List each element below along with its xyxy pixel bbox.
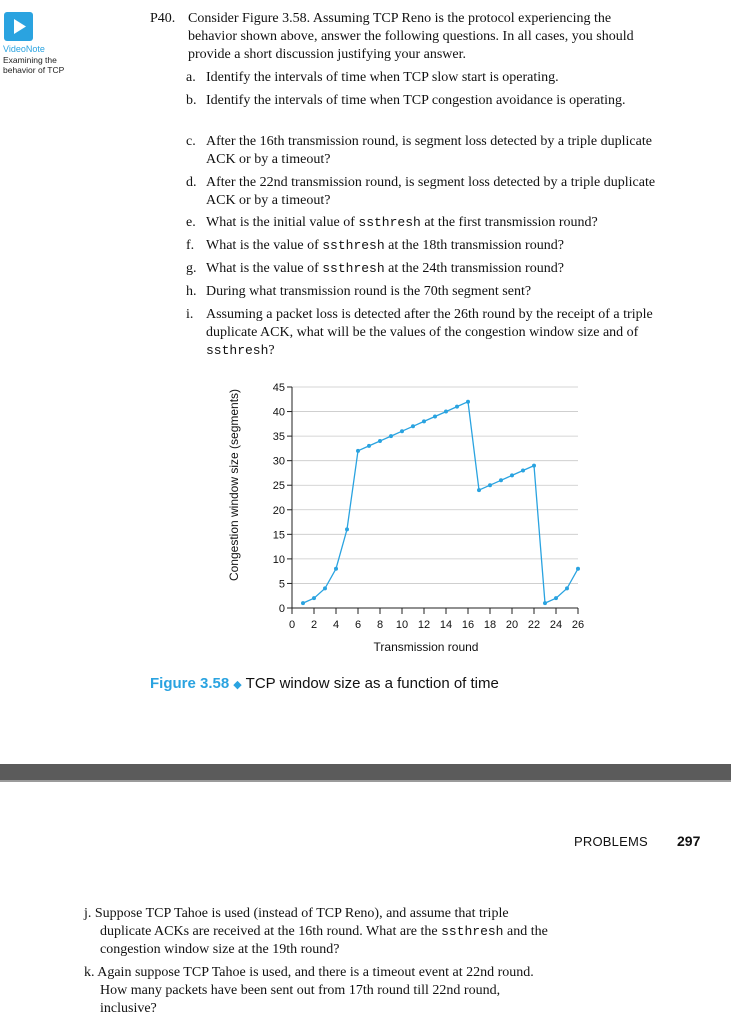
y-tick-label: 40 [272, 406, 285, 419]
question-text-post: ? [268, 343, 275, 358]
tcp-window-chart [222, 372, 602, 662]
figure-caption [150, 675, 499, 692]
ssthresh-code: ssthresh [358, 215, 421, 230]
question-label: b. [186, 93, 197, 108]
data-point [499, 478, 503, 482]
data-point [576, 567, 580, 571]
running-head: PROBLEMS [574, 834, 648, 849]
x-tick-label: 0 [288, 619, 296, 631]
question-text: After the 16th transmission round, is segment loss detected by a triple duplicate ACK or by a timeout? [206, 134, 652, 167]
question-j [84, 905, 554, 959]
x-tick-label: 10 [395, 619, 409, 631]
data-point [543, 601, 547, 605]
question-text-post: and the congestion window size at the 19th round? [100, 924, 548, 957]
question-label: a. [186, 70, 196, 85]
data-point [301, 601, 305, 605]
series-line [303, 402, 578, 603]
y-tick-label: 10 [272, 553, 285, 566]
y-tick-label: 20 [272, 504, 285, 517]
question-label: f. [186, 238, 195, 253]
page-divider [0, 764, 731, 780]
data-point [323, 586, 327, 590]
data-point [455, 405, 459, 409]
question-g [186, 260, 656, 278]
question-h [186, 283, 656, 301]
ssthresh-code: ssthresh [206, 343, 269, 358]
question-f [186, 237, 656, 255]
ssthresh-code: ssthresh [441, 924, 504, 939]
data-point [345, 527, 349, 531]
x-tick-label: 26 [571, 619, 585, 631]
question-d [186, 174, 656, 210]
question-i [186, 306, 656, 360]
x-tick-label: 24 [549, 619, 563, 631]
data-point [356, 449, 360, 453]
question-text-pre: What is the value of [206, 238, 323, 253]
question-text: After the 22nd transmission round, is segment loss detected by a triple duplicate ACK or by a timeout? [206, 175, 656, 208]
x-tick-label: 12 [417, 619, 431, 631]
y-tick-label: 15 [272, 529, 285, 542]
question-label: h. [186, 284, 197, 299]
x-tick-label: 16 [461, 619, 475, 631]
data-point [378, 439, 382, 443]
page-divider-edge [0, 780, 731, 782]
video-note-label: VideoNote [3, 44, 45, 54]
video-note-icon[interactable] [4, 12, 33, 41]
data-point [312, 596, 316, 600]
data-point [411, 424, 415, 428]
data-point [477, 488, 481, 492]
question-e [186, 214, 656, 232]
data-point [389, 434, 393, 438]
question-text-pre: j. Suppose TCP Tahoe is used (instead of TCP Reno), and assume that triple duplicate ACKs are received at the 16th round. What are the [84, 906, 509, 939]
ssthresh-code: ssthresh [322, 261, 385, 276]
ssthresh-code: ssthresh [322, 238, 385, 253]
x-tick-label: 8 [376, 619, 384, 631]
question-label: c. [186, 134, 196, 149]
y-tick-label: 25 [272, 480, 285, 493]
problem-number: P40. [150, 11, 176, 26]
x-tick-label: 20 [505, 619, 519, 631]
question-text-post: at the 24th transmission round? [384, 261, 564, 276]
data-point [466, 400, 470, 404]
y-tick-label: 35 [272, 431, 285, 444]
question-c [186, 133, 656, 169]
data-point [510, 473, 514, 477]
data-point [433, 414, 437, 418]
data-point [444, 410, 448, 414]
question-text: During what transmission round is the 70th segment sent? [206, 284, 532, 299]
question-text-pre: What is the initial value of [206, 215, 359, 230]
question-label: d. [186, 175, 197, 190]
video-note-caption: Examining the behavior of TCP [3, 55, 65, 75]
x-tick-label: 6 [354, 619, 362, 631]
figure-caption-text: TCP window size as a function of time [245, 675, 499, 692]
x-tick-label: 22 [527, 619, 541, 631]
data-point [554, 596, 558, 600]
data-point [565, 586, 569, 590]
figure-label: Figure 3.58 [150, 675, 230, 692]
play-icon [4, 12, 33, 41]
question-text-pre: Assuming a packet loss is detected after the 26th round by the receipt of a triple duplicate ACK, what will be the values of the congestion window size and of [206, 307, 653, 340]
question-label: i. [186, 307, 194, 322]
data-point [400, 429, 404, 433]
question-text-post: at the first transmission round? [420, 215, 598, 230]
y-tick-label: 30 [272, 455, 285, 468]
x-axis-label: Transmission round [373, 640, 479, 654]
question-b [186, 92, 656, 110]
data-point [334, 567, 338, 571]
question-text: Identify the intervals of time when TCP slow start is operating. [206, 70, 559, 85]
y-axis-label: Congestion window size (segments) [227, 388, 241, 582]
question-text: Identify the intervals of time when TCP congestion avoidance is operating. [206, 93, 626, 108]
y-tick-label: 45 [272, 382, 285, 394]
page-number: 297 [677, 833, 701, 849]
question-a [186, 69, 656, 87]
x-tick-label: 18 [483, 619, 497, 631]
problem-intro: Consider Figure 3.58. Assuming TCP Reno is the protocol experiencing the behavior shown above, answer the following questions. In all cases, you should provide a short discussion justifying your answer. [188, 11, 634, 62]
data-point [367, 444, 371, 448]
y-tick-label: 5 [278, 578, 285, 591]
x-tick-label: 14 [439, 619, 453, 631]
question-label: e. [186, 215, 196, 230]
data-point [488, 483, 492, 487]
question-text: k. Again suppose TCP Tahoe is used, and there is a timeout event at 22nd round. How many packets have been sent out from 17th round till 22nd round, inclusive? [84, 965, 534, 1016]
diamond-icon: ◆ [233, 679, 242, 691]
x-tick-label: 4 [332, 619, 340, 631]
y-tick-label: 0 [278, 603, 285, 615]
data-point [422, 419, 426, 423]
x-tick-label: 2 [310, 619, 318, 631]
question-text-pre: What is the value of [206, 261, 323, 276]
question-text-post: at the 18th transmission round? [384, 238, 564, 253]
question-label: g. [186, 261, 197, 276]
data-point [521, 468, 525, 472]
question-k [84, 964, 554, 1018]
data-point [532, 464, 536, 468]
